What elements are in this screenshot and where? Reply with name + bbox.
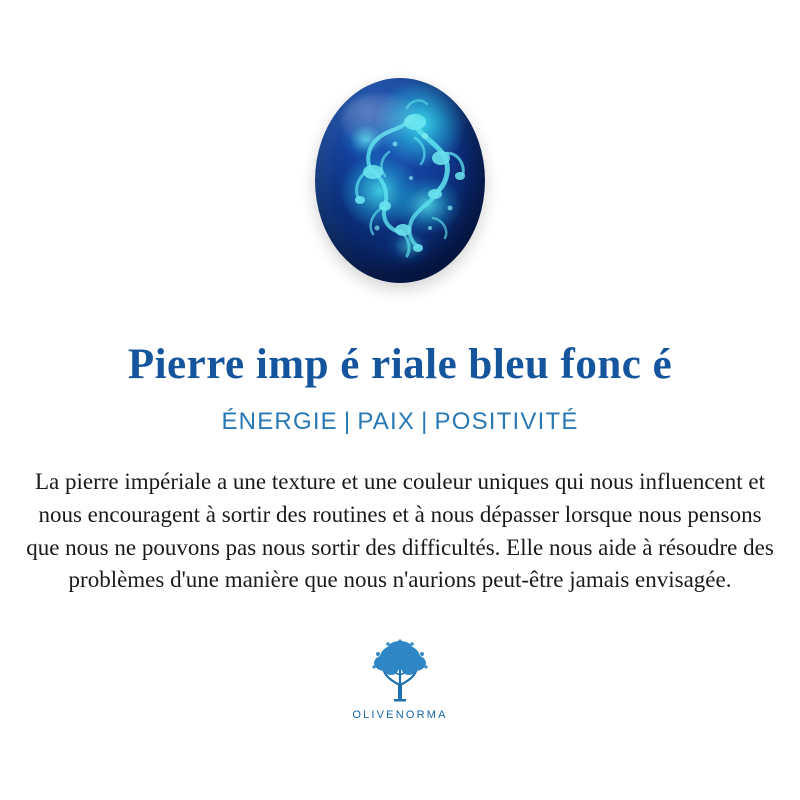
keyword-separator: |: [421, 408, 429, 436]
product-keywords: [221, 408, 578, 436]
stone-highlight: [342, 94, 420, 147]
brand-name: OLIVENORMA: [352, 708, 448, 721]
product-image: [315, 78, 485, 283]
product-title: Pierre imp é riale bleu fonc é: [127, 341, 673, 388]
keyword-energie: ÉNERGIE: [221, 408, 338, 436]
keyword-paix: PAIX: [357, 408, 416, 436]
product-description: La pierre impériale a une texture et une couleur uniques qui nous influencent et nous encouragent à sortir des routines et à nous dépasser lorsque nous pensons que nous ne pouvons pas nous sortir des difficultés. Elle nous aide à résoudre des problèmes d'une manière que nous n'aurions peut-être jamais envisagée.: [26, 469, 774, 593]
keyword-separator: |: [343, 408, 352, 436]
brand-logo: [352, 639, 447, 721]
imperial-stone-cabochon: [315, 78, 485, 283]
tree-of-life-icon: [358, 639, 442, 707]
keyword-positivite: POSITIVITÉ: [434, 408, 579, 436]
